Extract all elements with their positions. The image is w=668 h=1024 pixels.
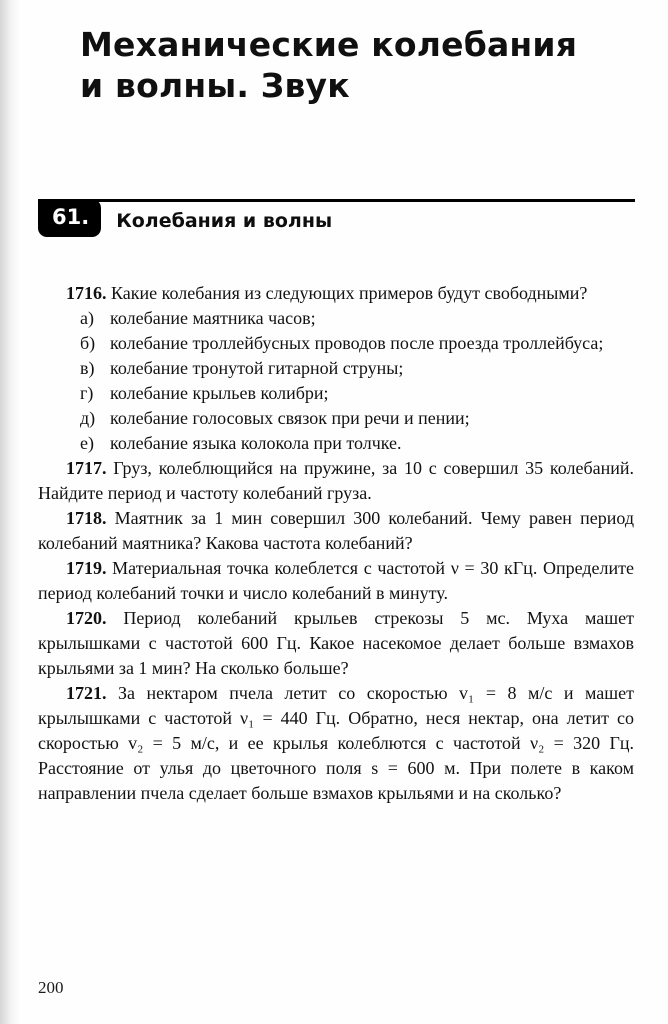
list-item <box>38 356 634 381</box>
problem-text: Груз, колеблющийся на пружине, за 10 с совершил 35 колебаний. Найдите период и частоту колебаний груза. <box>38 458 635 503</box>
list-item-text: колебание маятника часов; <box>110 308 316 328</box>
list-item-label: г) <box>80 383 94 403</box>
problem-text: Материальная точка колеблется с частотой ν = 30 кГц. Определите период колебаний точки и число колебаний в минуту. <box>38 558 634 603</box>
section-header <box>38 199 635 237</box>
list-item-label: а) <box>80 308 94 328</box>
problem-1721 <box>38 681 634 806</box>
list-item-label: е) <box>80 433 94 453</box>
problem-1719 <box>38 556 634 606</box>
list-item-label: б) <box>80 333 96 353</box>
section-title: Колебания и волны <box>116 209 333 232</box>
list-item <box>38 406 634 431</box>
problem-number: 1720. <box>66 608 107 628</box>
problem-number: 1717. <box>66 458 107 478</box>
list-item-text: колебание троллейбусных проводов после проезда троллейбуса; <box>110 333 604 353</box>
list-item-label: в) <box>80 358 95 378</box>
problem-number: 1718. <box>66 508 107 528</box>
scan-edge-shadow <box>0 0 20 1024</box>
chapter-title <box>80 24 638 106</box>
problem-text: Какие колебания из следующих примеров будут свободными? <box>111 283 588 303</box>
problem-1720 <box>38 606 634 681</box>
problems-block <box>38 281 634 806</box>
problem-text: За нектаром пчела летит со скоростью v₁ = 8 м/с и машет крылышками с частотой ν₁ = 440 Гц. Обратно, неся нектар, она летит со скоростью v₂ = 5 м/с, и ее крылья колеблются с частотой ν₂ = 320 Гц. Расстояние от улья до цветочного поля s = 600 м. При полете в каком направлении пчела сделает больше взмахов крыльями и на сколько? <box>38 683 634 803</box>
problem-number: 1719. <box>66 558 107 578</box>
page-number: 200 <box>38 978 64 997</box>
list-item-text: колебание голосовых связок при речи и пении; <box>110 408 470 428</box>
problem-1716 <box>38 281 634 306</box>
problem-1718 <box>38 506 634 556</box>
section-number-badge: 61. <box>38 199 101 237</box>
list-item-label: д) <box>80 408 96 428</box>
list-item <box>38 331 634 356</box>
list-item-text: колебание тронутой гитарной струны; <box>110 358 404 378</box>
list-item-text: колебание крыльев колибри; <box>110 383 329 403</box>
problem-number: 1716. <box>66 283 107 303</box>
list-item <box>38 306 634 331</box>
problem-text: Период колебаний крыльев стрекозы 5 мс. Муха машет крылышками с частотой 600 Гц. Какое насекомое делает больше взмахов крыльями за 1 мин? На сколько больше? <box>38 608 634 678</box>
chapter-title-line1: Механические колебания <box>80 25 578 64</box>
chapter-title-line2: и волны. Звук <box>80 66 350 105</box>
problem-text: Маятник за 1 мин совершил 300 колебаний. Чему равен период колебаний маятника? Какова частота колебаний? <box>38 508 635 553</box>
list-item <box>38 431 634 456</box>
problem-1716-sublist <box>38 306 634 456</box>
problem-1717 <box>38 456 634 506</box>
list-item <box>38 381 634 406</box>
list-item-text: колебание языка колокола при толчке. <box>110 433 402 453</box>
problem-number: 1721. <box>66 683 107 703</box>
